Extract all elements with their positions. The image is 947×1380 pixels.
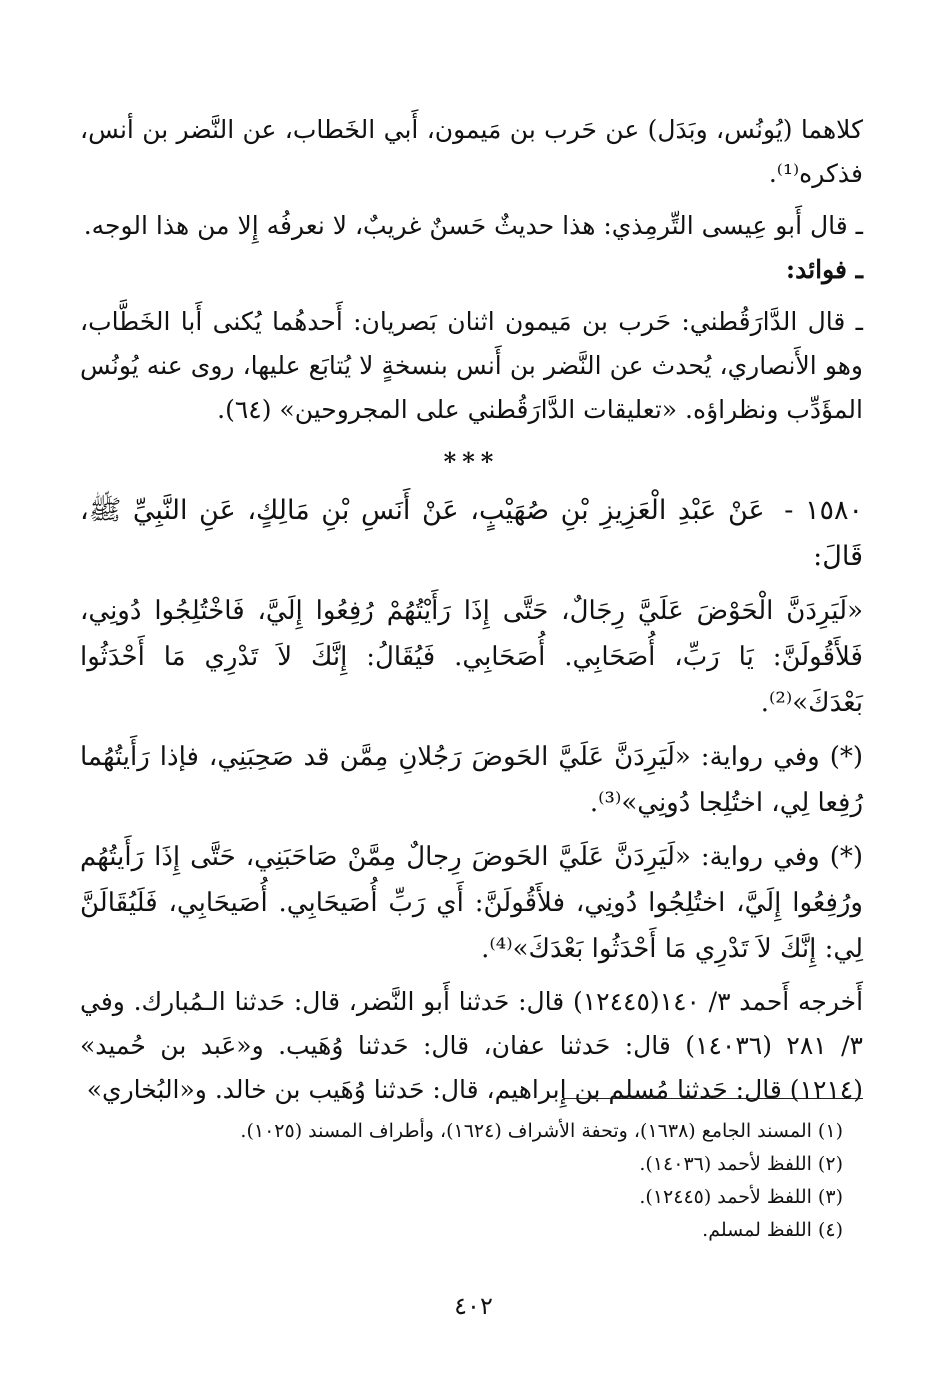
riwaya-two: (*) وفي رواية: «لَيَرِدَنَّ عَلَيَّ الحَوضَ رِجالٌ مِمَّنْ صَاحَبَنِي، حَتَّى إِذَا رَأَيتُهُم ورُفِعُوا إِلَيَّ، اختُلِجُوا دُونِي، فلأَقُولَنَّ: أَي رَبِّ أُصَيحَابِي. أُصَيحَابِي، فَلَيُقَالَنَّ لِي: إِنَّكَ لاَ تَدْرِي مَا أَحْدَثُوا بَعْدَكَ»⁽⁴⁾. xyxy=(80,842,863,964)
intro-paragraph: كلاهما (يُونُس، وبَدَل) عن حَرب بن مَيمون، أَبي الخَطاب، عن النَّضر بن أنس، فذكره⁽¹⁾. xyxy=(80,115,863,188)
section-separator: *** xyxy=(443,447,500,476)
daraqutni-paragraph: ـ قال الدَّارَقُطني: حَرب بن مَيمون اثنان بَصريان: أَحدهُما يُكنى أَبا الخَطَّاب، وهو الأَنصاري، يُحدث عن النَّضر بن أَنس بنسخةٍ لا يُتابَع عليها، روى عنه يُونُس المؤَدِّب ونظراؤه. «تعليقات الدَّارَقُطني على المجروحين» (٦٤). xyxy=(80,307,863,424)
hadith-number: ١٥٨٠ - xyxy=(784,495,863,526)
hadith-matn: «لَيَرِدَنَّ الْحَوْضَ عَلَيَّ رِجَالٌ، حَتَّى إِذَا رَأَيْتُهُمْ رُفِعُوا إِلَيَّ، فَاخْتُلِجُوا دُونِي، فَلأَقُولَنَّ: يَا رَبِّ، أُصَحَابِي. أُصَحَابِي. فَيُقَالُ: إِنَّكَ لاَ تَدْرِي مَا أَحْدَثُوا بَعْدَكَ»⁽²⁾. xyxy=(80,596,863,718)
riwaya-one: (*) وفي رواية: «لَيَرِدَنَّ عَلَيَّ الحَوضَ رَجُلانِ مِمَّن قد صَحِبَنِي، فإذا رَأَيتُهُما رُفِعا لِي، اختُلِجا دُونِي»⁽³⁾. xyxy=(80,742,863,818)
main-text xyxy=(80,108,863,1112)
takhrij-paragraph: أَخرجه أَحمد ٣/ ١٤٠(١٢٤٤٥) قال: حَدثنا أَبو النَّضر، قال: حَدثنا الـمُبارك. وفي ٣/ ٢٨١ (١٤٠٣٦) قال: حَدثنا عفان، قال: حَدثنا وُهَيب. و«عَبد بن حُميد» (١٢١٤) قال: حَدثنا مُسلم بن إِبراهيم، قال: حَدثنا وُهَيب بن خالد. و«البُخاري» xyxy=(80,987,864,1104)
page-number: ٤٠٢ xyxy=(454,1292,493,1320)
footnote-3: (٣) اللفظ لأحمد (١٢٤٤٥). xyxy=(639,1186,843,1208)
hadith-isnad: عَنْ عَبْدِ الْعَزِيزِ بْنِ صُهَيْبٍ، عَنْ أَنَسِ بْنِ مَالِكٍ، عَنِ النَّبِيِّ ﷺ، قَالَ: xyxy=(80,495,863,572)
footnote-1: (١) المسند الجامع (١٦٣٨)، وتحفة الأشراف (١٦٢٤)، وأطراف المسند (١٠٢٥). xyxy=(240,1120,843,1142)
footnote-2: (٢) اللفظ لأحمد (١٤٠٣٦). xyxy=(639,1153,843,1175)
tirmidhi-paragraph: ـ قال أَبو عِيسى التِّرمِذي: هذا حديثٌ حَسنٌ غريبٌ، لا نعرفُه إِلا من هذا الوجه. xyxy=(83,211,863,240)
footnote-divider xyxy=(563,1098,863,1099)
fawaid-heading: ـ فوائد: xyxy=(785,255,863,284)
footnotes xyxy=(84,1115,843,1247)
footnote-4: (٤) اللفظ لمسلم. xyxy=(702,1219,843,1241)
hadith-heading xyxy=(80,488,863,580)
